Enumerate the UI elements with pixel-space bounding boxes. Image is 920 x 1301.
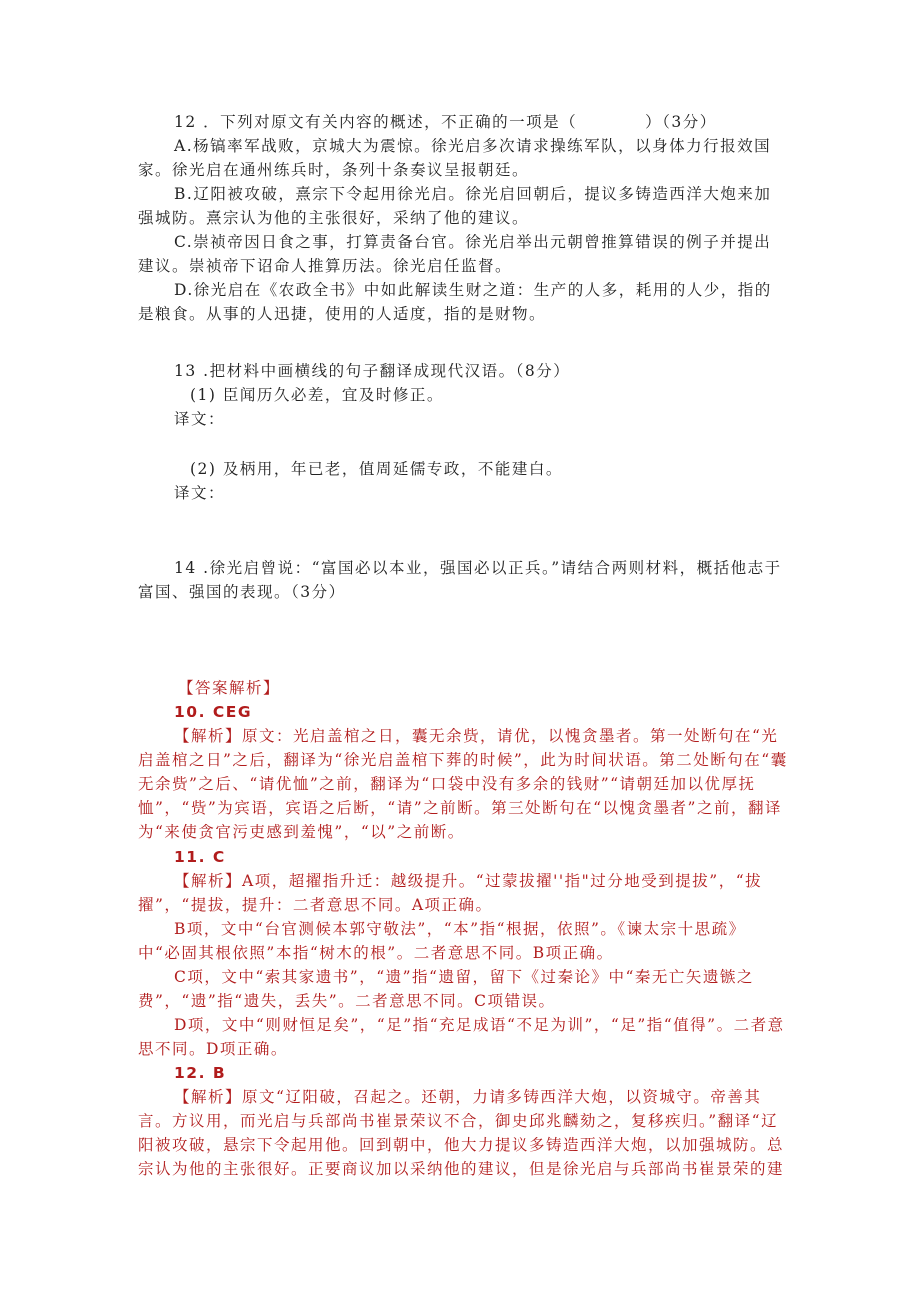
question-13-sentence-1: (1) 臣闻历久必差，宜及时修正。	[190, 386, 444, 404]
answer-11-analysis-d: D项，文中“则财恒足矣”，“足”指“充足成语“不足为训”，“足”指“值得”。二者意思不同。D项正确。	[138, 1016, 785, 1058]
question-13-stem: 13 .把材料中画横线的句子翻译成现代汉语。（8分）	[174, 362, 571, 380]
answer-11-analysis-c: C项，文中“索其家遗书”，“遗”指“遗留，留下《过秦论》中“秦无亡矢遗镞之费”，“遗”指“遗失，丢失”。二者意思不同。C项错误。	[138, 968, 754, 1010]
answer-11-analysis-b: B项，文中“台官测候本郭守敬法”，“本”指“根据，依照”。《谏太宗十思疏》中“必固其根依照”本指“树木的根”。二者意思不同。B项正确。	[138, 920, 746, 962]
answer-10-label: 10. CEG	[174, 703, 253, 721]
answer-12-analysis: 【解析】原文“辽阳破，召起之。还朝，力请多铸西洋大炮，以资城守。帝善其言。方议用，而光启与兵部尚书崔景荣议不合，御史邱兆麟劾之，复移疾归。”翻译“辽阳被攻破，悬宗下令起用他。回到朝中，他大力提议多铸造西洋大炮，以加强城防。总宗认为他的主张很好。正要商议加以采纳他的建议，但是徐光启与兵部尚书崔景荣的建	[138, 1088, 785, 1178]
answer-12-label: 12. B	[174, 1064, 227, 1082]
question-13-translation-2-label: 译文：	[174, 484, 226, 502]
answer-10-analysis: 【解析】原文：光启盖棺之日，囊无余赀，请优，以愧贪墨者。第一处断句在“光启盖棺之日”之后，翻译为“徐光启盖棺下葬的时候”，此为时间状语。第二处断句在“囊无余赀”之后、“请优恤”之前，翻译为“口袋中没有多余的钱财”“请朝廷加以优厚抚恤”，“赀”为宾语，宾语之后断，“请”之前断。第三处断句在“以愧贪墨者”之前，翻译为“来使贪官污吏感到羞愧”，“以”之前断。	[138, 727, 788, 841]
question-12-option-a: A.杨镐率军战败，京城大为震惊。徐光启多次请求操练军队，以身体力行报效国家。徐光启在通州练兵时，条列十条奏议呈报朝廷。	[138, 137, 772, 179]
question-12-option-b: B.辽阳被攻破，熹宗下令起用徐光启。徐光启回朝后，提议多铸造西洋大炮来加强城防。熹宗认为他的主张很好，采纳了他的建议。	[138, 185, 772, 227]
question-13-translation-1-label: 译文：	[174, 410, 226, 428]
answers-heading: 【答案解析】	[178, 679, 281, 697]
question-13-sentence-2: (2) 及柄用，年已老，值周延儒专政，不能建白。	[190, 460, 563, 478]
answer-11-analysis-a: 【解析】A项，超擢指升迁：越级提升。“过蒙拔擢''指"过分地受到提拔”，“拔擢”，“提拔，提升：二者意思不同。A项正确。	[138, 872, 763, 914]
question-14-stem: 14 .徐光启曾说：“富国必以本业，强国必以正兵。”请结合两则材料，概括他志于富国、强国的表现。（3分）	[138, 559, 782, 601]
question-12-option-d: D.徐光启在《农政全书》中如此解读生财之道：生产的人多，耗用的人少，指的是粮食。从事的人迅捷，使用的人适度，指的是财物。	[138, 281, 772, 323]
question-12-stem: 12 ．下列对原文有关内容的概述，不正确的一项是（ ）（3分）	[174, 113, 717, 131]
answer-11-label: 11. C	[174, 848, 226, 866]
question-12-option-c: C.崇祯帝因日食之事，打算责备台官。徐光启举出元朝曾推算错误的例子并提出建议。崇祯帝下诏命人推算历法。徐光启任监督。	[138, 233, 772, 275]
